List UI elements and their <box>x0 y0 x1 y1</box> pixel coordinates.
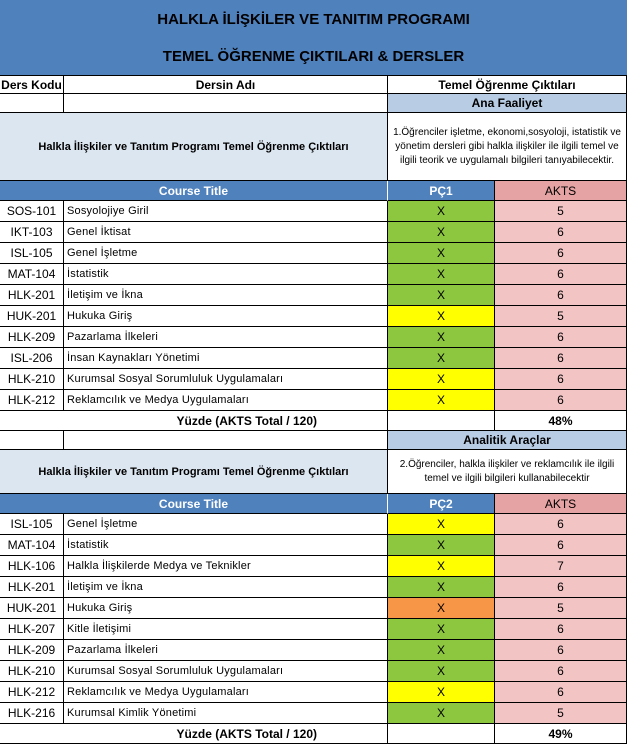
course-code <box>0 369 64 390</box>
akts-value-text: 6 <box>557 225 564 239</box>
course-name <box>64 285 388 306</box>
header-ders-kodu-text: Ders Kodu <box>1 77 62 92</box>
pc-header-2-text: PÇ2 <box>429 496 453 511</box>
akts-value-text: 6 <box>557 372 564 386</box>
category-section-1 <box>388 94 627 113</box>
akts-value <box>495 598 627 619</box>
akts-value-text: 6 <box>557 538 564 552</box>
outcome-mark-text: X <box>436 517 445 531</box>
outcome-mark-text: X <box>436 393 445 407</box>
outcome-mark-text: X <box>436 204 445 218</box>
akts-value-text: 6 <box>557 246 564 260</box>
course-name-text: İnsan Kaynakları Yönetimi <box>67 352 200 364</box>
header-dersin-adi-text: Dersin Adı <box>195 77 256 92</box>
course-code <box>0 327 64 348</box>
outcome-mark-text: X <box>436 706 445 720</box>
akts-value-text: 6 <box>557 580 564 594</box>
course-name <box>64 201 388 222</box>
program-label-section-1-text: Halkla İlişkiler ve Tanıtım Programı Temel Öğrenme Çıktıları <box>38 140 349 153</box>
outcome-mark <box>388 514 495 535</box>
outcome-section-1-text: 1.Öğrenciler işletme, ekonomi,sosyoloji, istatistik ve yönetim dersleri gibi halkla ilişkiler ile ilgili temel ve ilgili teorik ve uygulamalı bilgileri tanıyabilecektir. <box>393 126 621 166</box>
header-dersin-adi <box>64 76 388 94</box>
akts-value <box>495 327 627 348</box>
outcome-mark <box>388 598 495 619</box>
course-code-text: ISL-206 <box>10 351 53 365</box>
course-title-header-1 <box>0 181 388 201</box>
yuzde-label-2: Yüzde (AKTS Total / 120) <box>176 726 317 741</box>
course-code <box>0 661 64 682</box>
pc-header-1-text: PÇ1 <box>429 183 453 198</box>
empty-cell <box>64 94 388 113</box>
course-name <box>64 390 388 411</box>
akts-value <box>495 682 627 703</box>
course-code <box>0 222 64 243</box>
course-name <box>64 514 388 535</box>
course-name-text: Reklamcılık ve Medya Uygulamaları <box>67 394 250 406</box>
outcome-mark <box>388 243 495 264</box>
empty-cell <box>388 724 495 744</box>
akts-value <box>495 369 627 390</box>
course-code <box>0 348 64 369</box>
program-label-section-2 <box>0 450 388 494</box>
akts-value-text: 5 <box>557 204 564 218</box>
outcome-mark <box>388 306 495 327</box>
title-line-1-text: HALKLA İLİŞKİLER VE TANITIM PROGRAMI <box>157 10 470 28</box>
course-name-text: Kurumsal Sosyal Sorumluluk Uygulamaları <box>67 665 284 677</box>
akts-value-text: 6 <box>557 685 564 699</box>
outcome-mark-text: X <box>436 559 445 573</box>
course-name <box>64 703 388 724</box>
course-code <box>0 201 64 222</box>
course-name-text: Genel İktisat <box>67 226 131 238</box>
course-code-text: HUK-201 <box>6 309 57 323</box>
akts-value-text: 6 <box>557 351 564 365</box>
outcome-mark-text: X <box>436 225 445 239</box>
title-line-2-text: TEMEL ÖĞRENME ÇIKTILARI & DERSLER <box>162 48 465 65</box>
percent-section-2 <box>495 724 627 744</box>
course-name <box>64 682 388 703</box>
course-code-text: HLK-216 <box>7 706 56 720</box>
category-section-1-text: Ana Faaliyet <box>471 96 543 110</box>
akts-value <box>495 285 627 306</box>
course-code <box>0 619 64 640</box>
course-name-text: İstatistik <box>67 268 109 280</box>
akts-value <box>495 640 627 661</box>
course-code-text: MAT-104 <box>7 267 56 281</box>
course-code-text: ISL-105 <box>10 246 53 260</box>
course-code <box>0 703 64 724</box>
course-name-text: Kurumsal Sosyal Sorumluluk Uygulamaları <box>67 373 284 385</box>
course-name-text: Sosyolojiye Giril <box>67 205 149 217</box>
akts-value <box>495 264 627 285</box>
outcome-mark <box>388 577 495 598</box>
header-temel-ciktilar-text: Temel Öğrenme Çıktıları <box>438 77 576 92</box>
course-title-header-1-text: Course Title <box>158 183 229 198</box>
percent-section-1 <box>495 411 627 431</box>
outcome-mark <box>388 264 495 285</box>
course-name <box>64 264 388 285</box>
empty-cell <box>388 411 495 431</box>
course-name-text: Pazarlama İlkeleri <box>67 644 159 656</box>
outcome-mark-text: X <box>436 267 445 281</box>
outcome-mark-text: X <box>436 664 445 678</box>
outcome-mark-text: X <box>436 601 445 615</box>
course-code-text: HLK-106 <box>7 559 56 573</box>
akts-value <box>495 535 627 556</box>
header-ders-kodu <box>0 76 64 94</box>
category-section-2 <box>388 431 627 450</box>
course-name-text: Genel İşletme <box>67 247 138 259</box>
outcome-section-1 <box>388 113 627 181</box>
course-code <box>0 598 64 619</box>
akts-value-text: 6 <box>557 393 564 407</box>
akts-value-text: 7 <box>557 559 564 573</box>
course-code-text: HLK-212 <box>7 685 56 699</box>
course-code-text: HLK-207 <box>7 622 56 636</box>
course-code <box>0 285 64 306</box>
outcome-mark <box>388 348 495 369</box>
akts-value <box>495 619 627 640</box>
course-name <box>64 556 388 577</box>
outcome-mark <box>388 327 495 348</box>
course-name-text: Genel İşletme <box>67 518 138 530</box>
course-code-text: HLK-201 <box>7 580 56 594</box>
akts-value <box>495 348 627 369</box>
outcome-mark-text: X <box>436 288 445 302</box>
course-title-header-2 <box>0 494 388 514</box>
outcome-mark-text: X <box>436 685 445 699</box>
course-name-text: Reklamcılık ve Medya Uygulamaları <box>67 686 250 698</box>
akts-header-2-text: AKTS <box>544 496 577 511</box>
outcome-section-2-text: 2.Öğrenciler, halkla ilişkiler ve reklamcılık ile ilgili temel ve ilgili bilgileri kullanabilecektir <box>399 458 615 484</box>
outcome-mark <box>388 201 495 222</box>
outcome-mark-text: X <box>436 246 445 260</box>
outcome-mark <box>388 535 495 556</box>
akts-value-text: 6 <box>557 330 564 344</box>
outcome-mark <box>388 619 495 640</box>
title-line-2 <box>0 38 627 76</box>
course-code-text: HLK-210 <box>7 664 56 678</box>
course-name <box>64 243 388 264</box>
akts-value <box>495 703 627 724</box>
course-name-text: Hukuka Giriş <box>67 310 133 322</box>
akts-value-text: 6 <box>557 622 564 636</box>
outcome-mark-text: X <box>436 643 445 657</box>
course-name-text: Kurumsal Kimlik Yönetimi <box>67 707 197 719</box>
course-name <box>64 640 388 661</box>
outcome-mark <box>388 661 495 682</box>
empty-cell <box>0 431 64 450</box>
course-code-text: HLK-212 <box>7 393 56 407</box>
course-name <box>64 306 388 327</box>
yuzde-label-1: Yüzde (AKTS Total / 120) <box>176 413 317 428</box>
empty-cell <box>0 94 64 113</box>
course-name-text: İletişim ve İkna <box>67 581 143 593</box>
course-code <box>0 640 64 661</box>
course-code-text: HLK-209 <box>7 330 56 344</box>
course-name <box>64 327 388 348</box>
empty-cell <box>64 431 388 450</box>
outcome-mark-text: X <box>436 622 445 636</box>
course-code-text: HLK-210 <box>7 372 56 386</box>
program-label-section-2-text: Halkla İlişkiler ve Tanıtım Programı Temel Öğrenme Çıktıları <box>38 465 349 478</box>
outcome-mark-text: X <box>436 580 445 594</box>
outcome-mark <box>388 556 495 577</box>
outcome-mark <box>388 703 495 724</box>
akts-value <box>495 306 627 327</box>
akts-header-1-text: AKTS <box>544 183 577 198</box>
akts-value <box>495 556 627 577</box>
akts-header-1 <box>495 181 627 201</box>
akts-value <box>495 661 627 682</box>
course-title-header-2-text: Course Title <box>158 496 229 511</box>
akts-value <box>495 577 627 598</box>
course-code-text: SOS-101 <box>6 204 57 218</box>
outcome-mark <box>388 369 495 390</box>
course-code <box>0 243 64 264</box>
outcome-mark-text: X <box>436 538 445 552</box>
yuzde-row-2 <box>0 724 388 744</box>
akts-value-text: 6 <box>557 643 564 657</box>
akts-header-2 <box>495 494 627 514</box>
outcome-mark-text: X <box>436 309 445 323</box>
course-code-text: MAT-104 <box>7 538 56 552</box>
percent-section-2-text: 49% <box>548 726 573 741</box>
course-name <box>64 619 388 640</box>
yuzde-row-1 <box>0 411 388 431</box>
course-name-text: Kitle İletişimi <box>67 623 132 635</box>
title-line-1 <box>0 0 627 38</box>
akts-value-text: 6 <box>557 664 564 678</box>
course-name <box>64 222 388 243</box>
course-name <box>64 535 388 556</box>
course-code <box>0 306 64 327</box>
course-name <box>64 598 388 619</box>
akts-value-text: 5 <box>557 601 564 615</box>
course-code-text: ISL-105 <box>10 517 53 531</box>
course-code-text: HUK-201 <box>6 601 57 615</box>
akts-value <box>495 222 627 243</box>
course-name <box>64 348 388 369</box>
outcome-mark <box>388 640 495 661</box>
pc-header-2 <box>388 494 495 514</box>
outcome-mark <box>388 390 495 411</box>
outcome-mark <box>388 682 495 703</box>
course-code-text: IKT-103 <box>10 225 53 239</box>
course-code <box>0 390 64 411</box>
course-code <box>0 682 64 703</box>
course-name <box>64 369 388 390</box>
akts-value-text: 6 <box>557 517 564 531</box>
akts-value-text: 5 <box>557 706 564 720</box>
course-code <box>0 577 64 598</box>
akts-value-text: 6 <box>557 288 564 302</box>
course-name-text: Halkla İlişkilerde Medya ve Teknikler <box>67 560 251 572</box>
course-code <box>0 535 64 556</box>
course-name-text: Hukuka Giriş <box>67 602 133 614</box>
akts-value <box>495 390 627 411</box>
program-label-section-1 <box>0 113 388 181</box>
header-temel-ciktilar <box>388 76 627 94</box>
course-code-text: HLK-209 <box>7 643 56 657</box>
outcome-mark <box>388 285 495 306</box>
outcome-mark <box>388 222 495 243</box>
percent-section-1-text: 48% <box>548 413 573 428</box>
course-name-text: Pazarlama İlkeleri <box>67 331 159 343</box>
akts-value-text: 5 <box>557 309 564 323</box>
pc-header-1 <box>388 181 495 201</box>
akts-value-text: 6 <box>557 267 564 281</box>
course-code <box>0 556 64 577</box>
outcome-mark-text: X <box>436 351 445 365</box>
outcome-section-2 <box>388 450 627 494</box>
akts-value <box>495 243 627 264</box>
course-name-text: İstatistik <box>67 539 109 551</box>
akts-value <box>495 201 627 222</box>
course-name <box>64 577 388 598</box>
outcome-mark-text: X <box>436 372 445 386</box>
akts-value <box>495 514 627 535</box>
course-code <box>0 264 64 285</box>
course-name <box>64 661 388 682</box>
outcome-mark-text: X <box>436 330 445 344</box>
course-code-text: HLK-201 <box>7 288 56 302</box>
course-code <box>0 514 64 535</box>
category-section-2-text: Analitik Araçlar <box>463 433 551 447</box>
course-name-text: İletişim ve İkna <box>67 289 143 301</box>
